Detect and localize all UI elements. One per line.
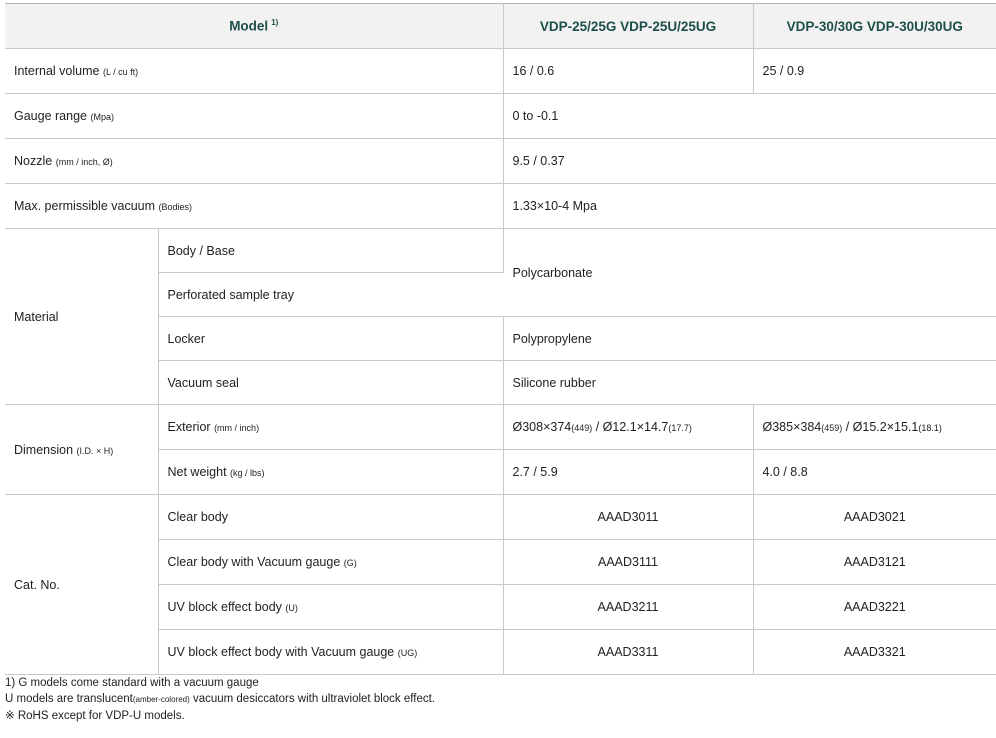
label-nozzle: Nozzle (mm / inch, Ø) (5, 139, 503, 184)
table-header-row (5, 4, 996, 49)
label-cat-no: Cat. No. (5, 495, 158, 675)
value-exterior-2: Ø385×384(459) / Ø15.2×15.1(18.1) (753, 405, 996, 450)
model-footnote: 1) (271, 18, 279, 28)
row-dimension-exterior (5, 405, 996, 450)
catno-value: AAAD3111 (503, 540, 753, 585)
spec-table (5, 3, 996, 675)
catno-item-label: UV block effect body with Vacuum gauge (UG) (158, 630, 503, 675)
label-net-weight: Net weight (kg / lbs) (158, 450, 503, 495)
value-polycarbonate: Polycarbonate (503, 229, 996, 317)
row-max-vacuum (5, 184, 996, 229)
footnote-1: 1) G models come standard with a vacuum gauge (5, 677, 259, 689)
label-body-base: Body / Base (158, 229, 503, 273)
value-internal-volume-2: 25 / 0.9 (753, 49, 996, 94)
catno-item-label: UV block effect body (U) (158, 585, 503, 630)
footnote-3: ※ RoHS except for VDP-U models. (5, 710, 185, 722)
label-max-vacuum: Max. permissible vacuum (Bodies) (5, 184, 503, 229)
label-dimension: Dimension (I.D. × H) (5, 405, 158, 495)
footnote-2: U models are translucent(amber-colored) vacuum desiccators with ultraviolet block effect. (5, 693, 435, 705)
footnotes (5, 675, 435, 724)
value-max-vacuum: 1.33×10-4 Mpa (503, 184, 996, 229)
catno-value: AAAD3221 (753, 585, 996, 630)
label-locker: Locker (158, 317, 503, 361)
catno-value: AAAD3021 (753, 495, 996, 540)
label-tray: Perforated sample tray (158, 273, 503, 317)
value-weight-1: 2.7 / 5.9 (503, 450, 753, 495)
catno-item-label: Clear body (158, 495, 503, 540)
label-internal-volume: Internal volume (L / cu ft) (5, 49, 503, 94)
catno-value: AAAD3121 (753, 540, 996, 585)
table-row (5, 495, 996, 540)
label-seal: Vacuum seal (158, 361, 503, 405)
row-gauge-range (5, 94, 996, 139)
label-gauge-range: Gauge range (Mpa) (5, 94, 503, 139)
catno-value: AAAD3321 (753, 630, 996, 675)
catno-value: AAAD3011 (503, 495, 753, 540)
row-nozzle (5, 139, 996, 184)
catno-item-label: Clear body with Vacuum gauge (G) (158, 540, 503, 585)
value-nozzle: 9.5 / 0.37 (503, 139, 996, 184)
row-internal-volume (5, 49, 996, 94)
value-silicone: Silicone rubber (503, 361, 996, 405)
value-gauge-range: 0 to -0.1 (503, 94, 996, 139)
value-polypropylene: Polypropylene (503, 317, 996, 361)
catno-value: AAAD3311 (503, 630, 753, 675)
model-header: Model $^{1)}$ (5, 4, 503, 49)
col1-header: VDP-25/25G VDP-25U/25UG (503, 4, 753, 49)
value-internal-volume-1: 16 / 0.6 (503, 49, 753, 94)
value-exterior-1: Ø308×374(449) / Ø12.1×14.7(17.7) (503, 405, 753, 450)
col2-header: VDP-30/30G VDP-30U/30UG (753, 4, 996, 49)
label-exterior: Exterior (mm / inch) (158, 405, 503, 450)
label-material: Material (5, 229, 158, 405)
row-material-body (5, 229, 996, 273)
catno-value: AAAD3211 (503, 585, 753, 630)
value-weight-2: 4.0 / 8.8 (753, 450, 996, 495)
